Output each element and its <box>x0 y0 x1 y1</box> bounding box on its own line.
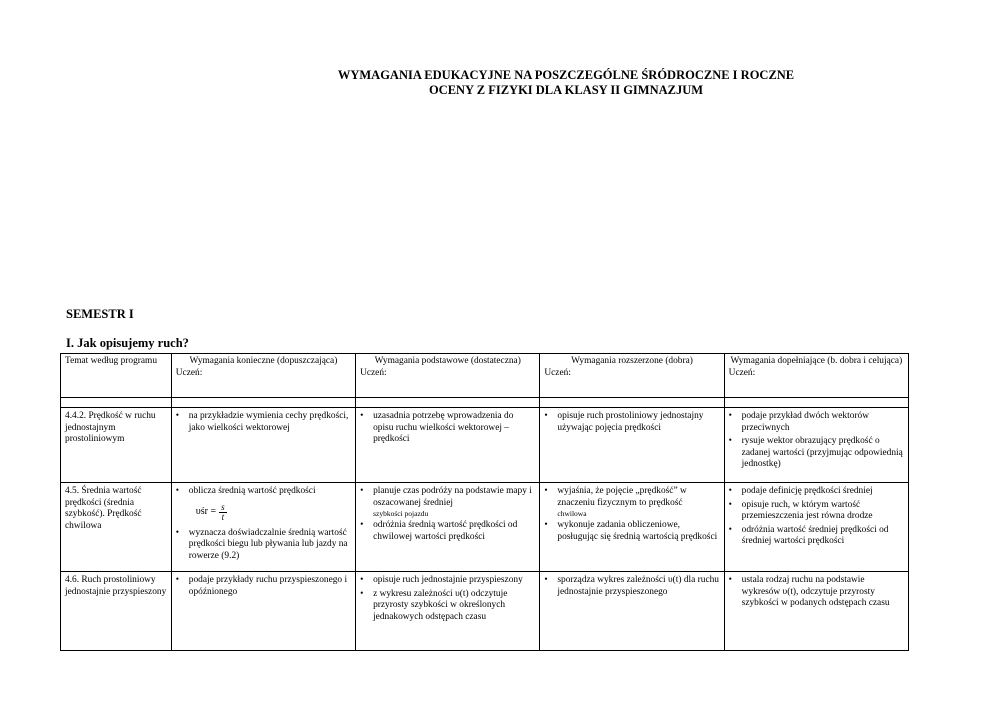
header-required <box>171 354 355 398</box>
header-complementary-sub: Uczeń: <box>728 367 756 378</box>
formula-fraction <box>219 503 227 522</box>
list-item: • ustala rodzaj ruchu na podstawie wykresów υ(t), odczytuje przyrosty szybkości w podanych odstępach czasu <box>728 575 890 608</box>
list-item: • sporządza wykres zależności υ(t) dla ruchu jednostajnie przyspieszonego <box>544 575 719 597</box>
note-text: szybkości pojazdu <box>373 509 429 518</box>
header-extended-title: Wymagania rozszerzone (dobra) <box>571 356 693 366</box>
list-item: • na przykładzie wymienia cechy prędkości, jako wielkości wektorowej <box>175 411 349 433</box>
header-complementary <box>724 354 908 398</box>
list-item: • podaje przykład dwóch wektorów przeciwnych <box>728 411 869 433</box>
required-cell <box>171 483 355 572</box>
document-title <box>230 68 902 98</box>
extended-cell <box>540 408 724 483</box>
topic-label: 4.6. Ruch prostoliniowy jednostajnie przyspieszony <box>65 575 167 597</box>
list-item: • wykonuje zadania obliczeniowe, posługując się średnią wartością prędkości <box>544 520 718 542</box>
semester-heading: SEMESTR I <box>66 307 134 321</box>
table-spacer-row <box>61 398 909 408</box>
list-item: • uzasadnia potrzebę wprowadzenia do opisu ruchu wielkości wektorowej – prędkości <box>360 411 514 444</box>
complementary-cell <box>724 572 908 651</box>
basic-cell <box>356 408 540 483</box>
header-basic-title: Wymagania podstawowe (dostateczna) <box>374 356 521 366</box>
basic-cell <box>356 572 540 651</box>
formula-numerator: s <box>221 501 225 512</box>
formula-lhs: υśr = <box>195 506 217 518</box>
table-header-row <box>61 354 909 398</box>
complementary-cell <box>724 483 908 572</box>
table-row <box>61 408 909 483</box>
header-extended <box>540 354 724 398</box>
list-item: • opisuje ruch prostoliniowy jednostajny używając pojęcia prędkości <box>544 411 704 433</box>
required-cell <box>171 572 355 651</box>
complementary-cell <box>724 408 908 483</box>
list-item: • oblicza średnią wartość prędkości <box>175 486 316 496</box>
extended-cell <box>540 572 724 651</box>
header-required-title: Wymagania konieczne (dopuszczająca) <box>189 356 338 366</box>
extended-cell <box>540 483 724 572</box>
topic-label: 4.5. Średnia wartość prędkości (średnia szybkość). Prędkość chwilowa <box>65 486 142 531</box>
list-item: • odróżnia wartość średniej prędkości od średniej wartości prędkości <box>728 524 889 546</box>
list-item: • z wykresu zależności υ(t) odczytuje przyrosty szybkości w określonych jednakowych odstępach czasu <box>360 588 508 622</box>
topic-label: 4.4.2. Prędkość w ruchu jednostajnym prostoliniowym <box>65 411 156 444</box>
topic-cell <box>61 483 172 572</box>
header-basic <box>356 354 540 398</box>
table-row <box>61 572 909 651</box>
average-speed-formula <box>176 503 351 522</box>
list-item: • wyjaśnia, że pojęcie „prędkość” w znaczeniu fizycznym to prędkość chwilowa <box>544 486 719 518</box>
formula-denominator: t <box>221 511 225 522</box>
list-item: • opisuje ruch jednostajnie przyspieszony <box>360 575 523 585</box>
header-topic <box>61 354 172 398</box>
header-required-sub: Uczeń: <box>175 367 203 378</box>
table-row <box>61 483 909 572</box>
list-item: • podaje przykłady ruchu przyspieszonego i opóźnionego <box>175 575 348 597</box>
list-item: • wyznacza doświadczalnie średnią wartość prędkości biegu lub pływania lub jazdy na rowerze (9.2) <box>175 527 348 561</box>
list-item: • planuje czas podróży na podstawie mapy i oszacowanej średniej szybkości pojazdu <box>360 486 535 518</box>
basic-cell <box>356 483 540 572</box>
list-item: • podaje definicję prędkości średniej <box>728 486 873 496</box>
header-basic-sub: Uczeń: <box>360 367 387 378</box>
title-line-2: OCENY Z FIZYKI DLA KLASY II GIMNAZJUM <box>428 83 704 97</box>
header-complementary-title: Wymagania dopełniające (b. dobra i celująca) <box>730 356 903 366</box>
note-text: chwilowa <box>557 509 587 518</box>
requirements-table <box>60 353 909 651</box>
topic-cell <box>61 572 172 651</box>
header-extended-sub: Uczeń: <box>544 367 571 378</box>
list-item: • rysuje wektor obrazujący prędkość o zadanej wartości (przyjmując odpowiednią jednostkę) <box>728 436 903 469</box>
section-heading: I. Jak opisujemy ruch? <box>66 336 189 350</box>
header-topic-title: Temat według programu <box>65 356 158 366</box>
list-item: • odróżnia średnią wartość prędkości od chwilowej wartości prędkości <box>360 520 518 542</box>
title-line-1: WYMAGANIA EDUKACYJNE NA POSZCZEGÓLNE ŚRÓDROCZNE I ROCZNE <box>337 68 795 82</box>
list-item: • opisuje ruch, w którym wartość przemieszczenia jest równa drodze <box>728 499 873 521</box>
topic-cell <box>61 408 172 483</box>
required-cell <box>171 408 355 483</box>
